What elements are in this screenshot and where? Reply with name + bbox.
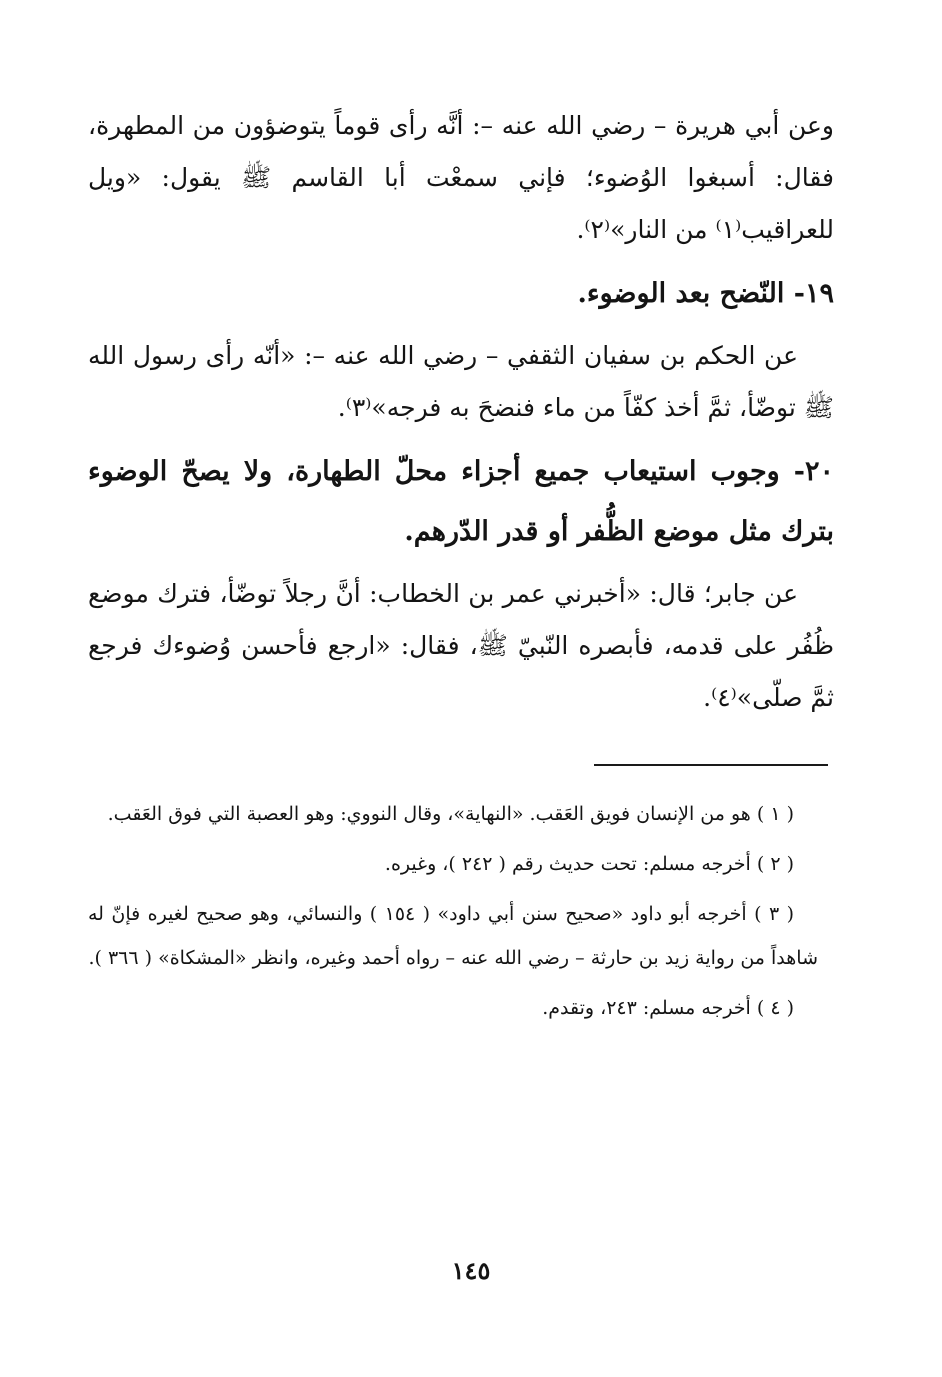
footnote-2: ( ٢ ) أخرجه مسلم: تحت حديث رقم ( ٢٤٢ )، وغيره.: [384, 853, 794, 875]
footnote-divider: [594, 764, 828, 766]
footnotes: [88, 792, 818, 1036]
footnote-1: ( ١ ) هو من الإنسان فويق العَقب. «النهاية»، وقال النووي: وهو العصبة التي فوق العَقب.: [107, 803, 794, 825]
page-number: ١٤٥: [451, 1256, 491, 1285]
main-text: [88, 100, 834, 732]
paragraph-abu-hurayra: وعن أبي هريرة – رضي الله عنه –: أنَّه رأى قوماً يتوضؤون من المطهرة، فقال: أسبغوا الوُضوء؛ فإني سمعْت أبا القاسم ﷺ يقول: «ويل للعراقيب⁽١⁾ من النار»⁽٢⁾.: [88, 111, 834, 244]
paragraph-jabir: عن جابر؛ قال: «أخبرني عمر بن الخطاب: أنَّ رجلاً توضّأ، فترك موضع ظُفُر على قدمه، فأبصره النّبيّ ﷺ، فقال: «ارجع فأحسن وُضوءك فرجع ثمَّ صلّى»⁽٤⁾.: [88, 579, 834, 712]
section-heading-19: ١٩- النّضح بعد الوضوء.: [577, 278, 834, 309]
footnote-4: ( ٤ ) أخرجه مسلم: ٢٤٣، وتقدم.: [542, 997, 794, 1019]
paragraph-al-hakam: عن الحكم بن سفيان الثقفي – رضي الله عنه –: «أنّه رأى رسول الله ﷺ توضّأ، ثمَّ أخذ كفّاً من ماء فنضحَ به فرجه»⁽٣⁾.: [88, 341, 834, 422]
section-heading-20: ٢٠- وجوب استيعاب جميع أجزاء محلّ الطهارة، ولا يصحّ الوضوء بترك مثل موضع الظُّفر أو قدر الدّرهم.: [88, 456, 834, 547]
footnote-3: ( ٣ ) أخرجه أبو داود «صحيح سنن أبي داود» ( ١٥٤ ) والنسائي، وهو صحيح لغيره فإنّ له شاهداً من رواية زيد بن حارثة – رضي الله عنه – رواه أحمد وغيره، وانظر «المشكاة» ( ٣٦٦ ).: [88, 903, 818, 969]
